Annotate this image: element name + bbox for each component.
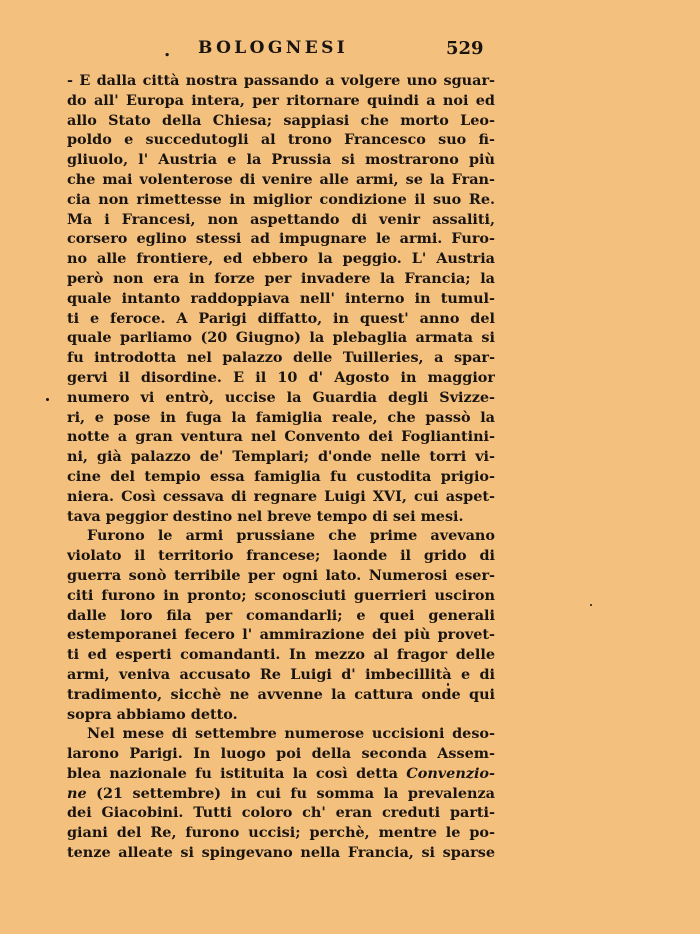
text-line: però non era in forze per invadere la Francia; la	[67, 269, 495, 287]
text-line: armi, veniva accusato Re Luigi d' imbecillità e di	[67, 665, 495, 683]
text-line: - E dalla città nostra passando a volgere uno sguar-	[67, 72, 495, 89]
text-line: gervi il disordine. E il 10 d' Agosto in maggior	[67, 368, 495, 386]
running-title: BOLOGNESI	[198, 38, 349, 58]
text-line: Furono le armi prussiane che prime avevano	[87, 527, 495, 545]
text-line: tava peggior destino nel breve tempo di sei mesi.	[67, 507, 464, 525]
text-line: guerra sonò terribile per ogni lato. Numerosi eser-	[67, 566, 495, 584]
text-line: quale parliamo (20 Giugno) la plebaglia armata si	[67, 329, 495, 347]
text-line: ne (21 settembre) in cui fu somma la prevalenza	[67, 784, 495, 802]
text-line: numero vi entrò, uccise la Guardia degli Svizze-	[67, 388, 495, 406]
text-line: ti e feroce. A Parigi diffatto, in quest' anno del	[67, 309, 495, 327]
text-line: niera. Così cessava di regnare Luigi XVI, cui aspet-	[67, 487, 495, 505]
text-line: notte a gran ventura nel Convento dei Fogliantini-	[67, 428, 495, 446]
text-line: dalle loro fila per comandarli; e quei generali	[67, 606, 495, 624]
text-line: sopra abbiamo detto.	[67, 705, 238, 723]
text-line: ti ed esperti comandanti. In mezzo al fragor delle	[67, 646, 495, 664]
text-line: ni, già palazzo de' Templari; d'onde nelle torri vi-	[67, 448, 495, 466]
text-line: corsero eglino stessi ad impugnare le armi. Furo-	[67, 230, 495, 248]
text-line: Nel mese di settembre numerose uccisioni deso-	[87, 725, 495, 743]
body-text	[67, 71, 495, 863]
text-line: do all' Europa intera, per ritornare quindi a noi ed	[67, 91, 495, 109]
running-header	[0, 38, 700, 62]
text-line: dei Giacobini. Tutti coloro ch' eran creduti parti-	[67, 804, 495, 822]
text-line: cia non rimettesse in miglior condizione il suo Re.	[67, 190, 495, 208]
text-line: fu introdotta nel palazzo delle Tuilleries, a spar-	[67, 349, 495, 367]
text-line: no alle frontiere, ed ebbero la peggio. L' Austria	[67, 250, 495, 268]
text-line: citi furono in pronto; sconosciuti guerrieri usciron	[67, 586, 495, 604]
ink-speck	[590, 604, 592, 606]
text-line: larono Parigi. In luogo poi della seconda Assem-	[67, 745, 495, 763]
text-line: Ma i Francesi, non aspettando di venir assaliti,	[67, 210, 495, 228]
text-line: giani del Re, furono uccisi; perchè, mentre le po-	[67, 824, 495, 842]
text-line: tradimento, sicchè ne avvenne la cattura onde qui	[67, 685, 495, 703]
ink-speck	[447, 683, 449, 686]
text-line: violato il territorio francese; laonde il grido di	[67, 547, 495, 565]
text-line: estemporanei fecero l' ammirazione dei più provet-	[67, 626, 495, 644]
page-number: 529	[446, 38, 484, 59]
text-line: che mai volenterose di venire alle armi, se la Fran-	[67, 170, 495, 188]
text-line: blea nazionale fu istituita la così detta Convenzio-	[67, 764, 495, 782]
ink-speck	[46, 398, 49, 401]
text-line: gliuolo, l' Austria e la Prussia si mostrarono più	[67, 151, 495, 169]
text-line: cine del tempio essa famiglia fu custodita prigio-	[67, 467, 495, 485]
text-line: poldo e succedutogli al trono Francesco suo fi-	[67, 131, 495, 149]
header-mark: .	[164, 40, 171, 61]
text-line: quale intanto raddoppiava nell' interno in tumul-	[67, 289, 495, 307]
text-line: allo Stato della Chiesa; sappiasi che morto Leo-	[67, 111, 495, 129]
text-line: ri, e pose in fuga la famiglia reale, che passò la	[67, 408, 495, 426]
text-line: tenze alleate si spingevano nella Francia, si sparse	[67, 844, 495, 862]
